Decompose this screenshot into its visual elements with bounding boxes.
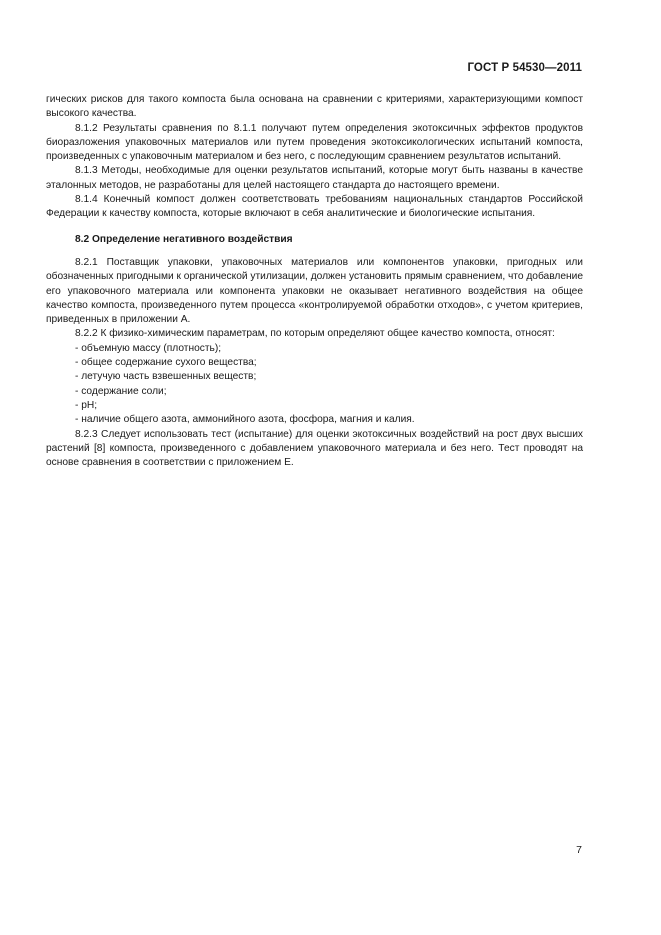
page-number: 7 xyxy=(576,844,582,856)
section-heading-8-2: 8.2 Определение негативного воздействия xyxy=(75,233,293,245)
paragraph-8-2-2: 8.2.2 К физико-химическим параметрам, по которым определяют общее качество компоста, относят: xyxy=(75,328,555,340)
paragraph-8-2-3: 8.2.3 Следует использовать тест (испытание) для оценки экотоксичных воздействий на рост двух высших растений [8] компоста, произведенного с добавлением упаковочного материала и без него. Тест проводят на основе сравнения в соответствии с приложением Е. xyxy=(46,428,583,469)
list-item: - объемную массу (плотность); xyxy=(75,342,222,354)
list-item: - pH; xyxy=(75,399,98,411)
paragraph-8-1-2: 8.1.2 Результаты сравнения по 8.1.1 получают путем определения экотоксичных эффектов продуктов биоразложения упаковочных материалов или путем проведения экотоксикологических испытаний компоста, произведенных с упаковочным материалом и без него, с последующим сравнением результатов испытаний. xyxy=(46,122,583,163)
list-item: - общее содержание сухого вещества; xyxy=(75,357,257,369)
paragraph-8-2-1: 8.2.1 Поставщик упаковки, упаковочных материалов или компонентов упаковки, пригодных или обозначенных пригодными к органической утилизации, должен установить прямым сравнением, что добавление его упаковочного материала или компонента упаковки не оказывает негативного воздействия на общее качество компоста, произведенного путем процесса «контролируемой обработки отходов», с учетом критериев, приведенных в приложении А. xyxy=(46,256,583,326)
paragraph: гических рисков для такого компоста была основана на сравнении с критериями, характеризующими компост высокого качества. xyxy=(46,94,583,120)
list-item: - наличие общего азота, аммонийного азота, фосфора, магния и калия. xyxy=(75,414,415,426)
paragraph-8-1-4: 8.1.4 Конечный компост должен соответствовать требованиям национальных стандартов Российской Федерации к качеству компоста, которые включают в себя аналитические и биологические испытания. xyxy=(46,194,583,220)
list-item: - летучую часть взвешенных веществ; xyxy=(75,371,257,383)
list-item: - содержание соли; xyxy=(75,385,167,397)
document-header: ГОСТ Р 54530—2011 xyxy=(467,62,582,74)
paragraph-8-1-3: 8.1.3 Методы, необходимые для оценки результатов испытаний, которые могут быть названы в качестве эталонных методов, не разработаны для целей настоящего стандарта до настоящего времени. xyxy=(46,165,583,191)
document-body xyxy=(46,93,583,470)
